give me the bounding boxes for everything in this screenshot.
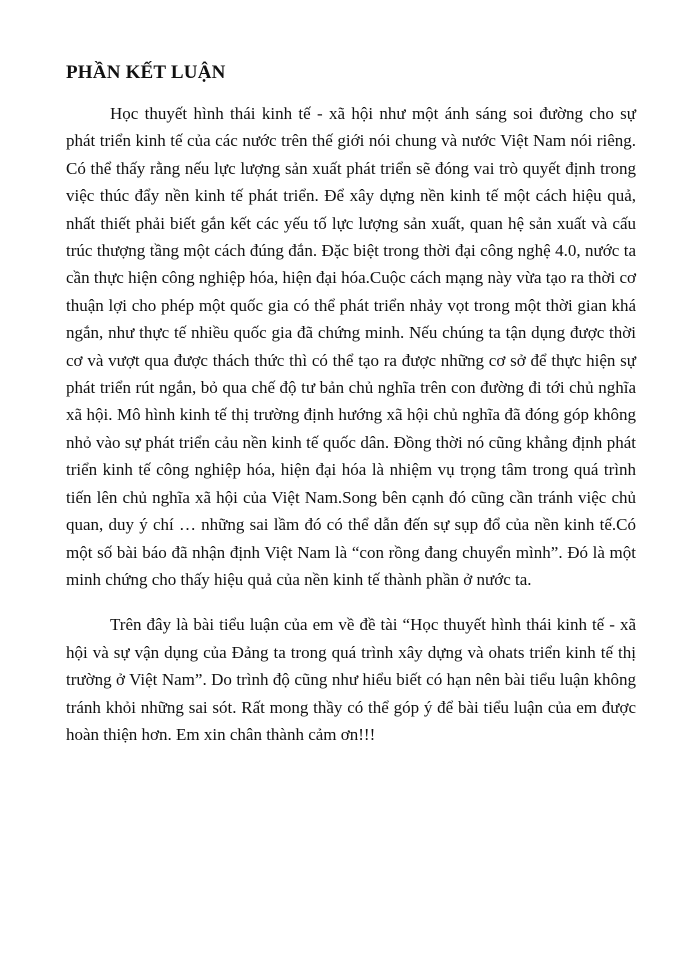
conclusion-paragraph-1: Học thuyết hình thái kinh tế - xã hội như một ánh sáng soi đường cho sự phát triển kinh tế của các nước trên thế giới nói chung và nước Việt Nam nói riêng. Có thể thấy rằng nếu lực lượng sản xuất phát triển sẽ đóng vai trò quyết định trong việc thúc đẩy nền kinh tế phát triển. Để xây dựng nền kinh tế một cách hiệu quả, nhất thiết phải biết gắn kết các yếu tố lực lượng sản xuất, quan hệ sản xuất và cấu trúc thượng tầng một cách đúng đắn. Đặc biệt trong thời đại công nghệ 4.0, nước ta cần thực hiện công nghiệp hóa, hiện đại hóa.Cuộc cách mạng này vừa tạo ra thời cơ thuận lợi cho phép một quốc gia có thể phát triển nhảy vọt trong một thời gian khá ngắn, như thực tế nhiều quốc gia đã chứng minh. Nếu chúng ta tận dụng được thời cơ và vượt qua được thách thức thì có thể tạo ra được những cơ sở để thực hiện sự phát triển rút ngắn, bỏ qua chế độ tư bản chủ nghĩa trên con đường đi tới chủ nghĩa xã hội. Mô hình kinh tế thị trường định hướng xã hội chủ nghĩa đã đóng góp không nhỏ vào sự phát triển cảu nền kinh tế quốc dân. Đồng thời nó cũng khẳng định phát triển kinh tế công nghiệp hóa, hiện đại hóa là nhiệm vụ trọng tâm trong quá trình tiến lên chủ nghĩa xã hội của Việt Nam.Song bên cạnh đó cũng cần tránh việc chủ quan, duy ý chí … những sai lầm đó có thể dẫn đến sự sụp đổ của nền kinh tế.Có một số bài báo đã nhận định Việt Nam là “con rồng đang chuyển mình”. Đó là một minh chứng cho thấy hiệu quả của nền kinh tế thành phần ở nước ta. — [66, 104, 636, 589]
document-page — [66, 58, 636, 748]
section-heading: PHẦN KẾT LUẬN — [66, 62, 226, 83]
conclusion-paragraph-2: Trên đây là bài tiểu luận của em về đề tài “Học thuyết hình thái kinh tế - xã hội và sự vận dụng của Đảng ta trong quá trình xây dựng và ohats triển kinh tế thị trường ở Việt Nam”. Do trình độ cũng như hiểu biết có hạn nên bài tiểu luận không tránh khỏi những sai sót. Rất mong thầy có thể góp ý để bài tiểu luận của em được hoàn thiện hơn. Em xin chân thành cảm ơn!!! — [66, 615, 636, 744]
